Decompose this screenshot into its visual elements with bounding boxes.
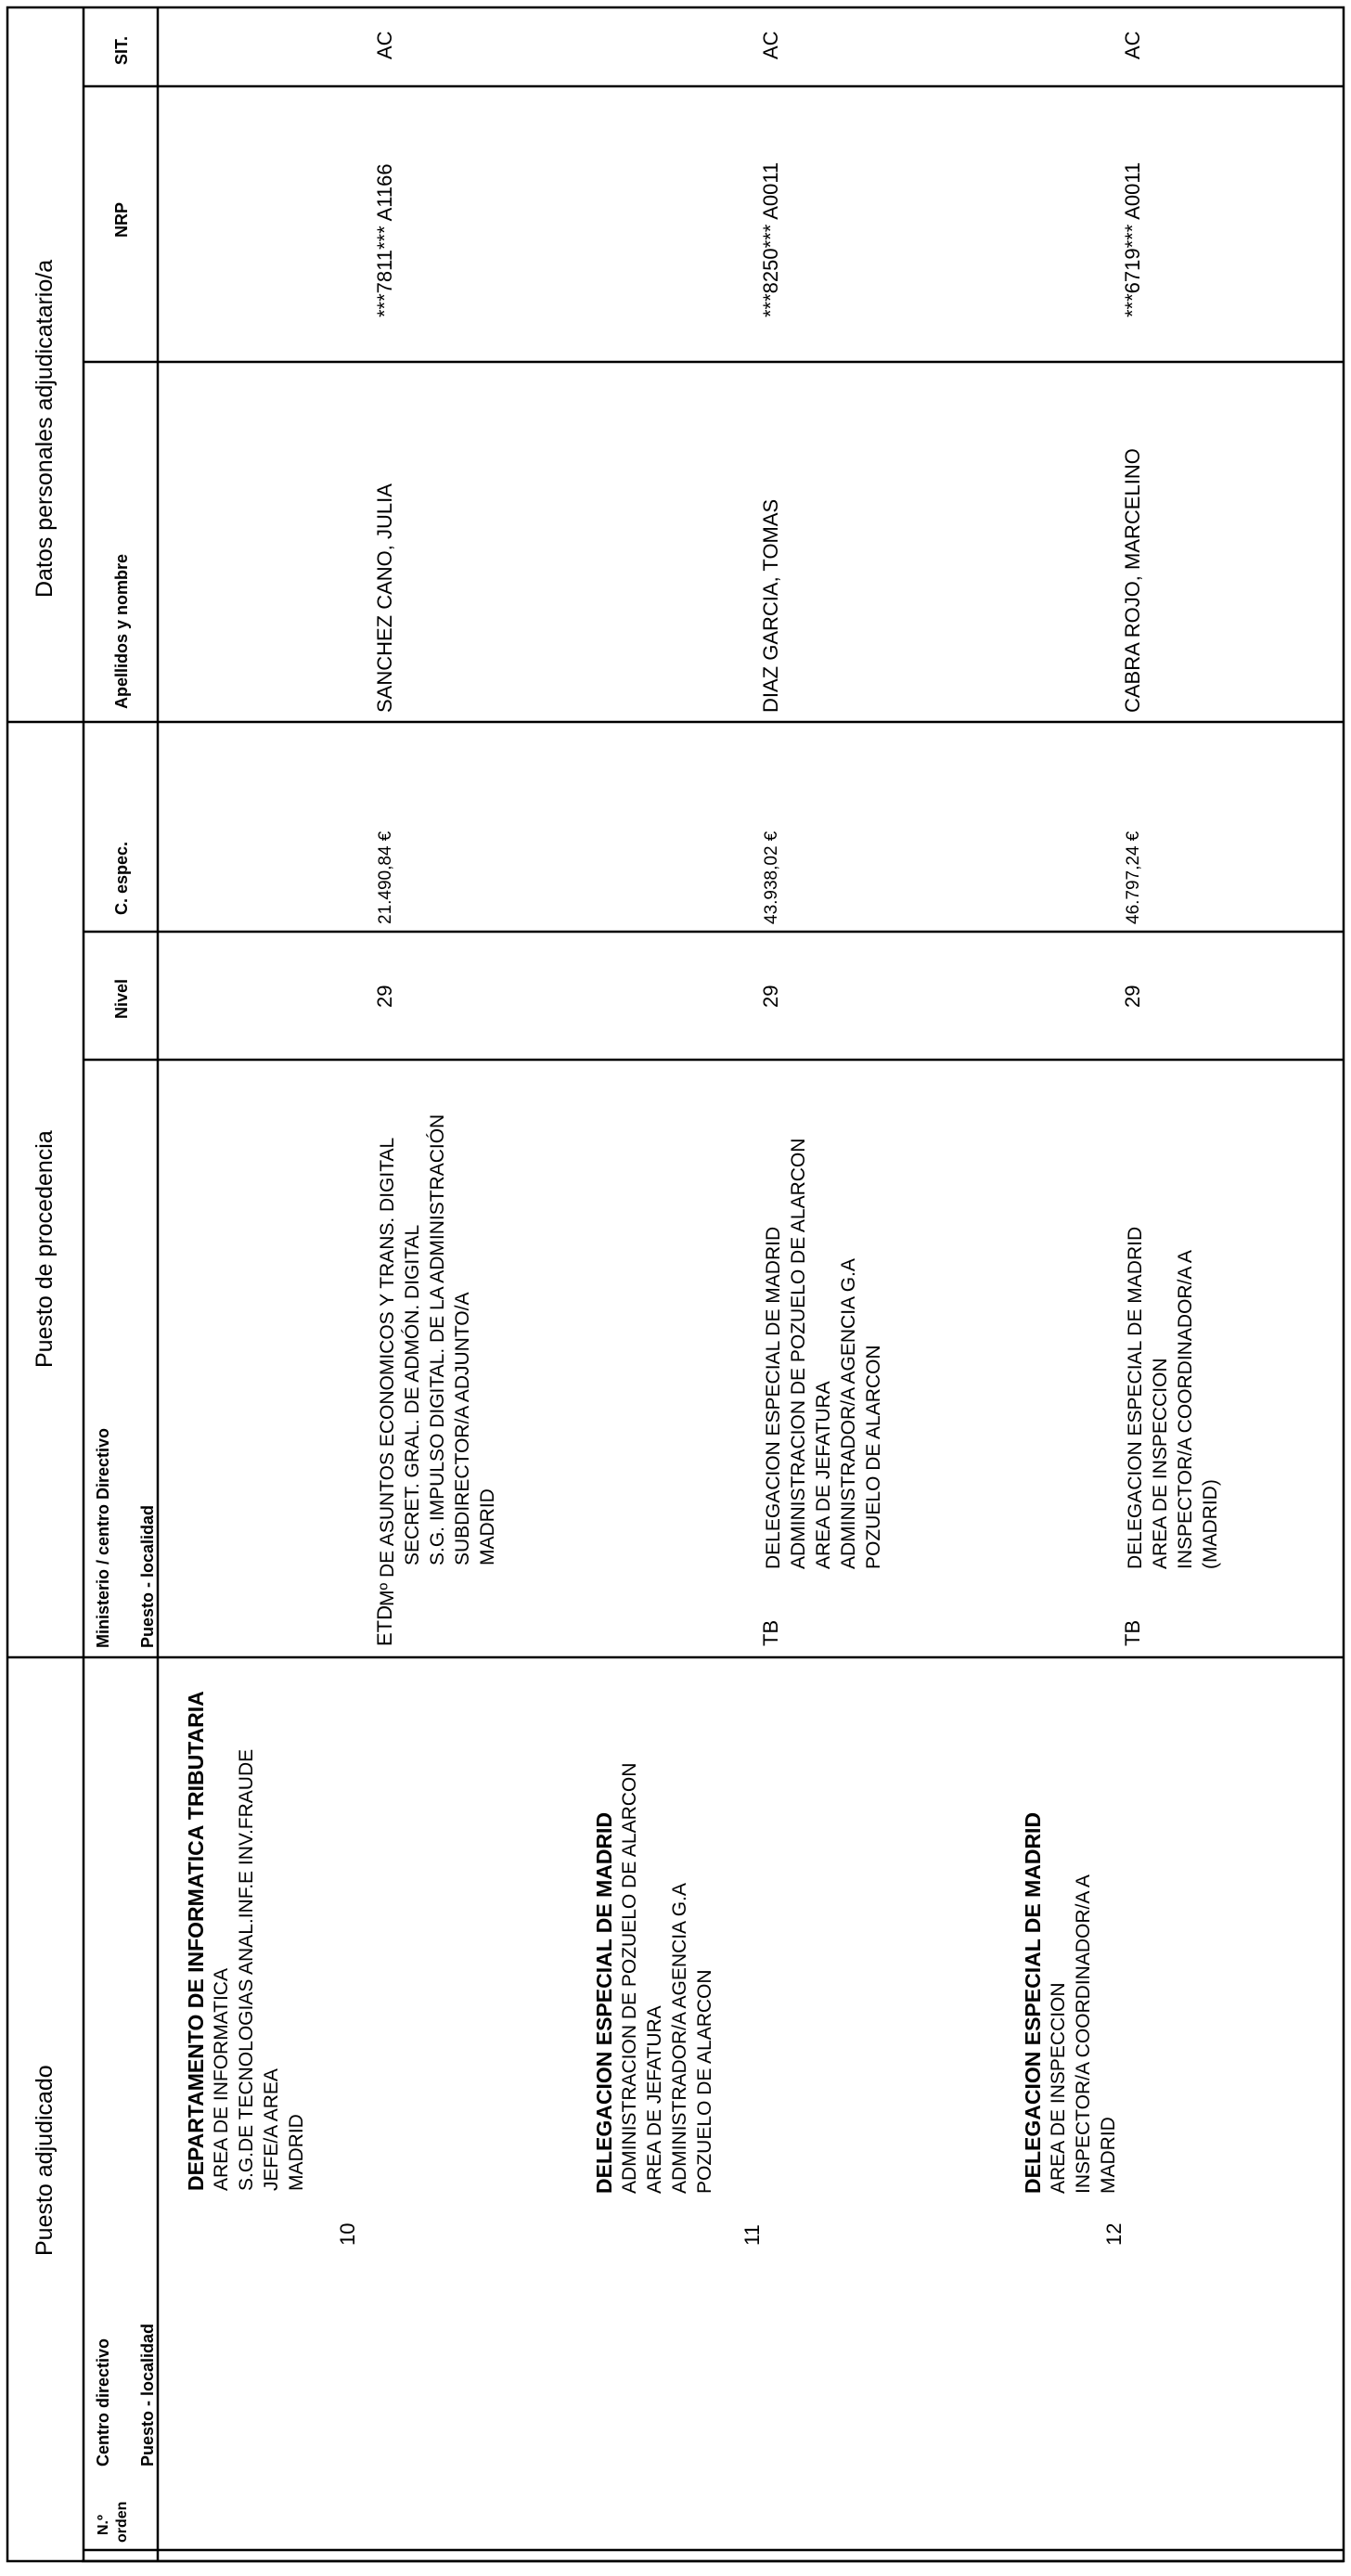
procedencia-line: DELEGACION ESPECIAL DE MADRID [1125, 1226, 1146, 1569]
adjudicado-line: AREA DE JEFATURA [644, 2005, 665, 2194]
header-puesto-localidad-proc: Puesto - localidad [138, 1504, 157, 1648]
procedencia-line: S.G. IMPULSO DIGITAL. DE LA ADMINISTRACIÓN [427, 1114, 448, 1565]
group-header-adjudicado: Puesto adjudicado [32, 2065, 58, 2256]
procedencia-line: ADMINISTRACION DE POZUELO DE ALARCON [788, 1138, 809, 1569]
header-c-espec: C. espec. [112, 841, 131, 915]
adjudicado-line: MADRID [1098, 2117, 1119, 2194]
nrp-value: ***8250*** A0011 [759, 161, 782, 317]
procedencia-block [375, 1114, 500, 1606]
adjudicado-block [592, 1763, 717, 2194]
procedencia-block [761, 1139, 886, 1569]
nrp-value: ***6719*** A0011 [1121, 161, 1144, 317]
adjudicado-title: DELEGACION ESPECIAL DE MADRID [592, 1811, 616, 2194]
c-espec-value: 21.490,84 € [376, 831, 395, 924]
adjudicado-title: DELEGACION ESPECIAL DE MADRID [1021, 1811, 1045, 2194]
apellidos-value: CABRA ROJO, MARCELINO [1121, 448, 1144, 713]
header-sit: SIT. [112, 35, 131, 65]
procedencia-line: DELEGACION ESPECIAL DE MADRID [763, 1226, 784, 1569]
procedencia-line: AREA DE JEFATURA [813, 1381, 834, 1569]
procedencia-line: SUBDIRECTOR/A ADJUNTO/A [452, 1292, 473, 1565]
sit-value: AC [373, 31, 396, 59]
adjudicado-line: ADMINISTRADOR/A AGENCIA G.A [669, 1883, 690, 2194]
adjudicado-block [1021, 1812, 1121, 2194]
procedencia-line: Mº DE ASUNTOS ECONOMICOS Y TRANS. DIGITAL [377, 1137, 398, 1606]
adjudicado-line: POZUELO DE ALARCON [694, 1969, 715, 2194]
adjudicado-line: S.G.DE TECNOLOGIAS ANAL.INF.E INV.FRAUDE [236, 1748, 257, 2191]
nivel-value: 29 [759, 985, 782, 1008]
procedencia-line: AREA DE INSPECCION [1150, 1358, 1171, 1569]
row-number: 11 [740, 2224, 764, 2246]
c-espec-value: 46.797,24 € [1124, 831, 1143, 924]
adjudicado-line: AREA DE INSPECCION [1048, 1982, 1069, 2194]
header-nivel: Nivel [112, 978, 131, 1019]
nivel-value: 29 [373, 985, 396, 1008]
header-puesto-localidad: Puesto - localidad [138, 2323, 157, 2467]
procedencia-code: TB [1121, 1619, 1144, 1646]
nrp-value: ***7811*** A1166 [373, 163, 396, 317]
c-espec-value: 43.938,02 € [762, 831, 781, 924]
nivel-value: 29 [1121, 985, 1144, 1008]
apellidos-value: SANCHEZ CANO, JULIA [373, 483, 396, 713]
header-centro-directivo: Centro directivo [94, 2338, 112, 2467]
procedencia-code: ETD [373, 1605, 396, 1646]
row-number: 12 [1102, 2222, 1126, 2246]
adjudicado-line: INSPECTOR/A COORDINADOR/A A [1073, 1874, 1094, 2194]
adjudicado-line: ADMINISTRACION DE POZUELO DE ALARCON [619, 1762, 640, 2194]
procedencia-line: INSPECTOR/A COORDINADOR/A A [1175, 1250, 1196, 1569]
row-number: 10 [336, 2222, 359, 2246]
procedencia-line: POZUELO DE ALARCON [863, 1345, 884, 1569]
header-num-orden-1: N.º [96, 2515, 111, 2535]
adjudicado-line: JEFE/A AREA [261, 2068, 282, 2191]
header-num-orden-2: orden [114, 2501, 130, 2543]
procedencia-code: TB [759, 1619, 782, 1646]
group-header-datos: Datos personales adjudicatario/a [32, 259, 58, 598]
group-header-procedencia: Puesto de procedencia [32, 1130, 58, 1368]
adjudicado-title: DEPARTAMENTO DE INFORMATICA TRIBUTARIA [184, 1691, 208, 2191]
apellidos-value: DIAZ GARCIA, TOMAS [759, 498, 782, 713]
procedencia-line: (MADRID) [1200, 1479, 1221, 1569]
header-apellidos: Apellidos y nombre [112, 553, 131, 709]
adjudicado-block [184, 1691, 309, 2191]
sit-value: AC [759, 31, 782, 59]
adjudicado-line: AREA DE INFORMATICA [211, 1968, 232, 2191]
procedencia-line: ADMINISTRADOR/A AGENCIA G.A [838, 1258, 859, 1569]
header-ministerio-centro: Ministerio / centro Directivo [94, 1427, 112, 1648]
procedencia-line: SECRET. GRAL. DE ADMÓN. DIGITAL [402, 1224, 423, 1565]
procedencia-block [1123, 1227, 1223, 1569]
sit-value: AC [1121, 31, 1144, 59]
header-nrp: NRP [112, 201, 131, 238]
adjudicado-line: MADRID [286, 2114, 307, 2191]
procedencia-line: MADRID [477, 1488, 498, 1565]
